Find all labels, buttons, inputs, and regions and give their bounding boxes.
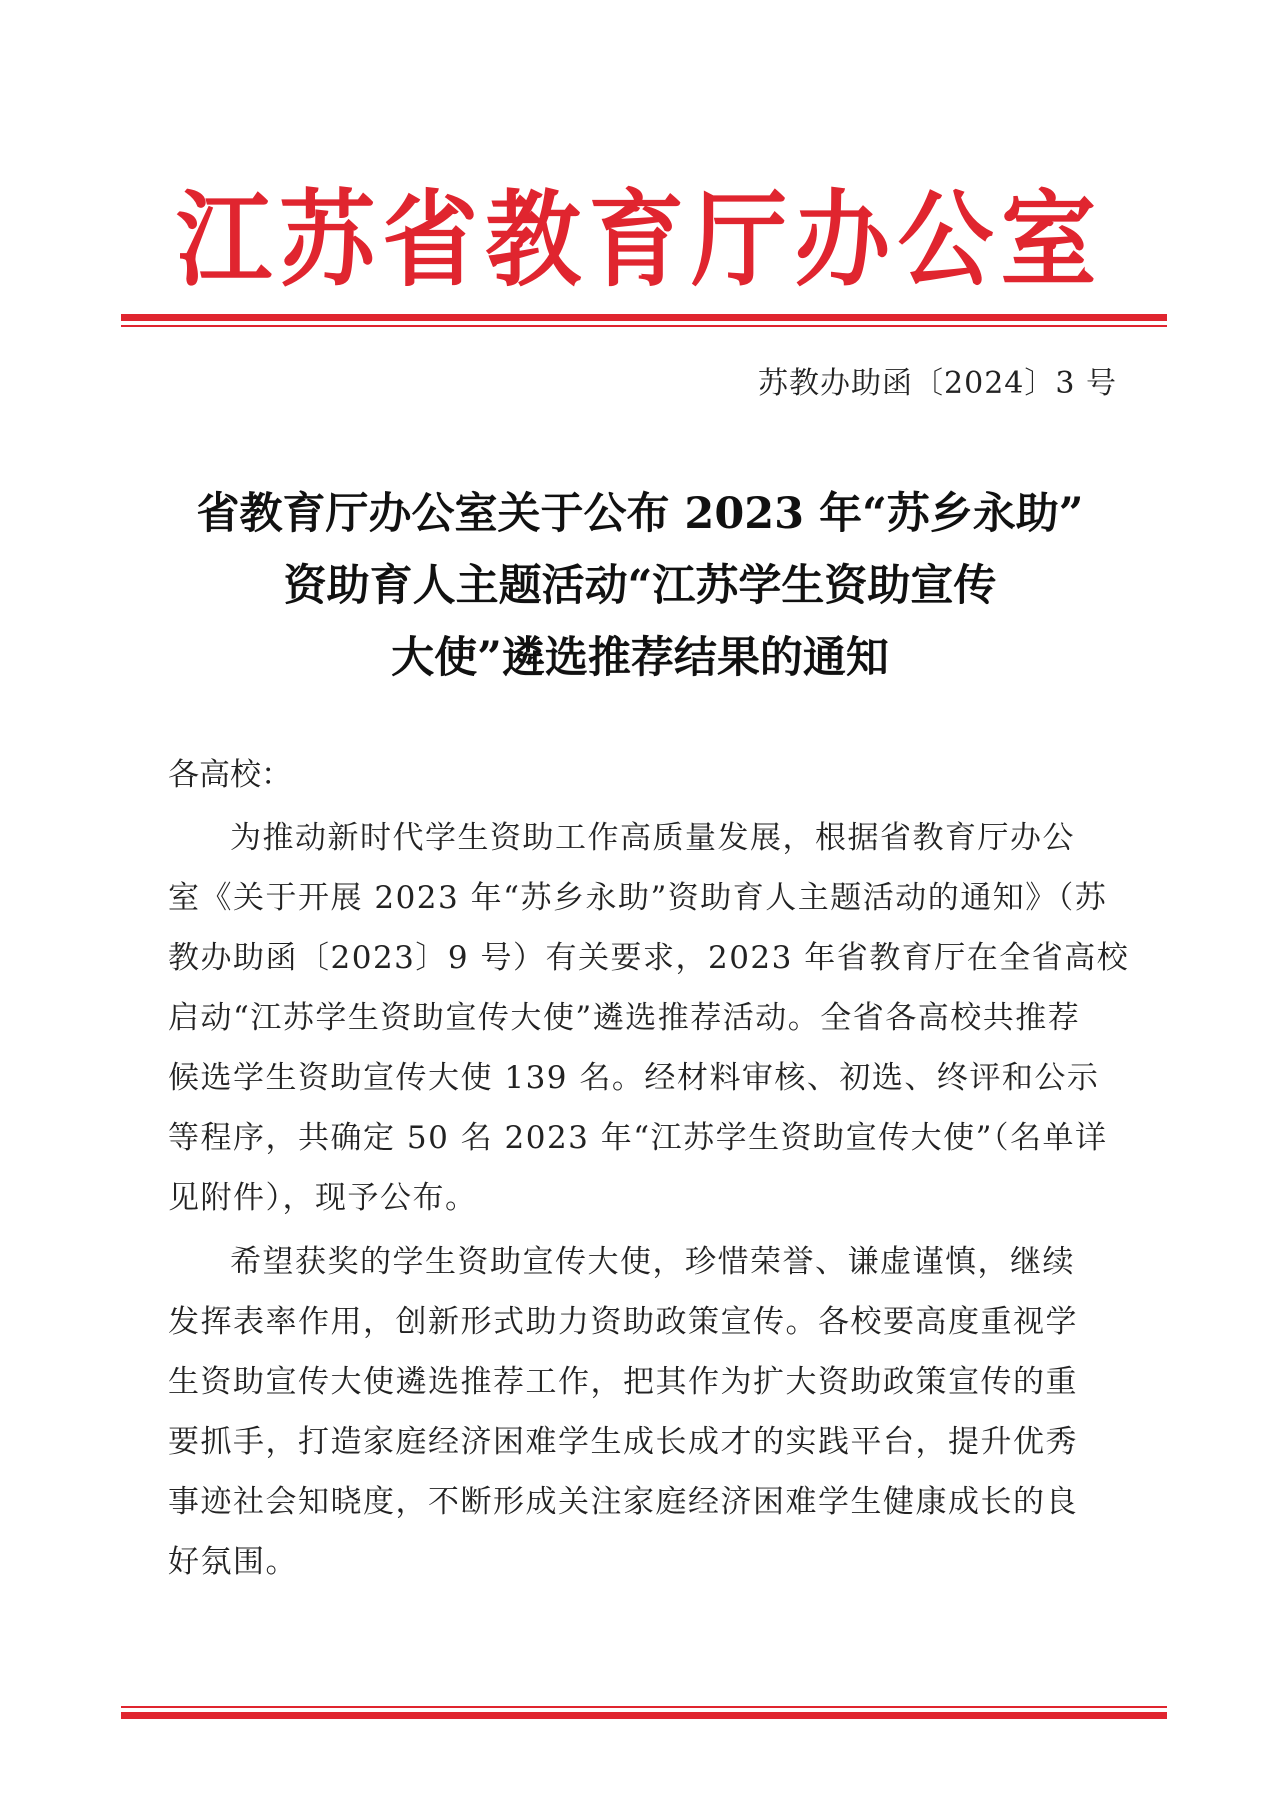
document-title bbox=[120, 478, 1160, 694]
document-number: 苏教办助函〔2024〕3 号 bbox=[758, 366, 1117, 401]
body-paragraph bbox=[168, 1232, 1118, 1592]
header-red-rule-thick bbox=[121, 314, 1167, 321]
footer-red-rule-thin bbox=[121, 1706, 1167, 1708]
paragraph-line: 生资助宣传大使遴选推荐工作，把其作为扩大资助政策宣传的重 bbox=[168, 1364, 1078, 1400]
paragraph-line: 候选学生资助宣传大使 139 名。经材料审核、初选、终评和公示 bbox=[168, 1060, 1100, 1096]
title-line: 省教育厅办公室关于公布 2023 年“苏乡永助” bbox=[196, 489, 1084, 539]
body-paragraph bbox=[168, 808, 1130, 1228]
paragraph-line: 事迹社会知晓度，不断形成关注家庭经济困难学生健康成长的良 bbox=[168, 1484, 1078, 1520]
paragraph-line: 启动“江苏学生资助宣传大使”遴选推荐活动。全省各高校共推荐 bbox=[168, 1000, 1081, 1036]
paragraph-line: 好氛围。 bbox=[168, 1544, 298, 1580]
paragraph-line: 要抓手，打造家庭经济困难学生成长成才的实践平台，提升优秀 bbox=[168, 1424, 1078, 1460]
paragraph-line: 希望获奖的学生资助宣传大使，珍惜荣誉、谦虚谨慎，继续 bbox=[230, 1244, 1075, 1280]
paragraph-line: 教办助函〔2023〕9 号）有关要求，2023 年省教育厅在全省高校 bbox=[168, 940, 1130, 976]
title-line: 资助育人主题活动“江苏学生资助宣传 bbox=[283, 561, 997, 611]
title-line: 大使”遴选推荐结果的通知 bbox=[391, 633, 889, 683]
salutation: 各高校： bbox=[168, 757, 292, 793]
paragraph-line: 为推动新时代学生资助工作高质量发展，根据省教育厅办公 bbox=[230, 820, 1075, 856]
paragraph-line: 发挥表率作用，创新形式助力资助政策宣传。各校要高度重视学 bbox=[168, 1304, 1078, 1340]
footer-red-rule-thick bbox=[121, 1712, 1167, 1719]
paragraph-line: 室《关于开展 2023 年“苏乡永助”资助育人主题活动的通知》（苏 bbox=[168, 880, 1108, 916]
masthead-org-name: 江苏省教育厅办公室 bbox=[176, 179, 1104, 301]
paragraph-line: 见附件），现予公布。 bbox=[168, 1180, 478, 1216]
header-red-rule-thin bbox=[121, 325, 1167, 327]
paragraph-line: 等程序，共确定 50 名 2023 年“江苏学生资助宣传大使”（名单详 bbox=[168, 1120, 1108, 1156]
